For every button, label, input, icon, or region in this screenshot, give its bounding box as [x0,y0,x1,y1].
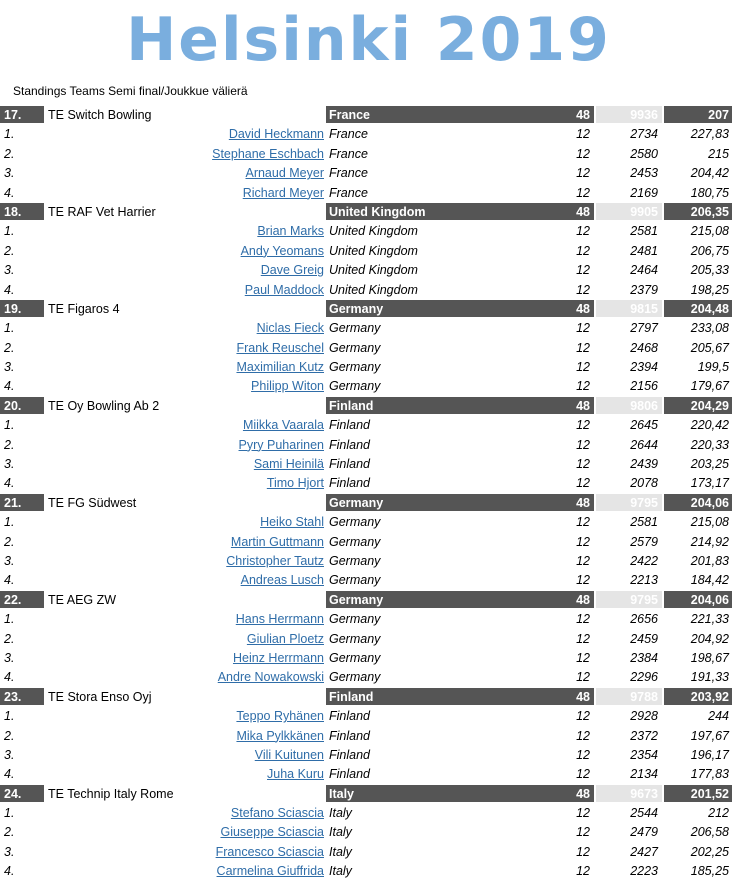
player-rank: 3. [4,263,15,278]
player-row [0,358,737,377]
player-pins: 2223 [630,864,658,879]
player-rank: 1. [4,612,15,627]
player-row [0,377,737,396]
player-average: 206,75 [690,243,729,258]
player-rank: 1. [4,806,15,821]
player-name-link[interactable]: Stefano Sciascia [230,806,324,821]
player-rank: 4. [4,573,15,588]
player-average: 220,42 [690,418,729,433]
player-row [0,649,737,668]
player-games: 12 [576,340,590,355]
player-country: Germany [329,379,381,394]
player-row [0,746,737,765]
player-name-link[interactable]: Andy Yeomans [240,243,324,258]
player-games: 12 [576,476,590,491]
team-header-row [0,106,737,125]
player-country: United Kingdom [329,243,418,258]
player-name-link[interactable]: Richard Meyer [242,185,324,200]
team-games: 48 [576,786,590,801]
player-rank: 1. [4,224,15,239]
team-country: Germany [329,301,384,316]
player-pins: 2459 [630,631,658,646]
player-rank: 4. [4,282,15,297]
player-country: Finland [329,747,370,762]
player-name-link[interactable]: Vili Kuitunen [254,747,324,762]
team-header-row [0,494,737,513]
player-games: 12 [576,379,590,394]
standings-table [0,106,737,882]
team-average: 201,52 [690,786,729,801]
player-rank: 3. [4,166,15,181]
player-average: 233,08 [690,321,729,336]
player-country: Germany [329,631,381,646]
team-pins: 9806 [630,398,658,413]
team-country: United Kingdom [329,204,426,219]
team-average: 204,29 [690,398,729,413]
player-rank: 4. [4,864,15,879]
team-name: TE FG Südwest [48,495,137,510]
player-row [0,281,737,300]
player-games: 12 [576,185,590,200]
player-pins: 2928 [630,709,658,724]
player-games: 12 [576,534,590,549]
player-games: 12 [576,844,590,859]
player-games: 12 [576,127,590,142]
player-average: 205,67 [690,340,729,355]
player-average: 215 [708,146,729,161]
player-average: 202,25 [690,844,729,859]
team-games: 48 [576,689,590,704]
player-country: United Kingdom [329,282,418,297]
player-games: 12 [576,224,590,239]
player-average: 214,92 [690,534,729,549]
player-rank: 2. [4,534,15,549]
team-rank: 20. [4,398,22,413]
team-average: 204,06 [690,592,729,607]
player-rank: 3. [4,360,15,375]
player-average: 191,33 [690,670,729,685]
player-name-link[interactable]: Niclas Fieck [256,321,324,336]
team-header-row [0,300,737,319]
player-pins: 2078 [630,476,658,491]
player-games: 12 [576,437,590,452]
player-name-link[interactable]: Arnaud Meyer [245,166,324,181]
player-country: France [329,127,368,142]
team-country: Germany [329,495,384,510]
player-rank: 3. [4,650,15,665]
player-country: Italy [329,844,352,859]
player-games: 12 [576,631,590,646]
player-pins: 2464 [630,263,658,278]
player-country: Germany [329,360,381,375]
player-pins: 2379 [630,282,658,297]
player-pins: 2169 [630,185,658,200]
player-row [0,416,737,435]
player-rank: 4. [4,767,15,782]
player-average: 204,92 [690,631,729,646]
player-name-link[interactable]: Andre Nowakowski [217,670,324,685]
team-rank: 17. [4,108,22,122]
team-header-row [0,688,737,707]
player-games: 12 [576,612,590,627]
team-pins: 9905 [630,204,658,219]
player-pins: 2213 [630,573,658,588]
player-pins: 2427 [630,844,658,859]
player-pins: 2579 [630,534,658,549]
player-country: Germany [329,573,381,588]
player-row [0,145,737,164]
player-pins: 2580 [630,146,658,161]
team-average: 204,06 [690,495,729,510]
player-games: 12 [576,728,590,743]
player-rank: 1. [4,127,15,142]
player-average: 206,58 [690,825,729,840]
player-row [0,823,737,842]
player-row [0,668,737,687]
player-rank: 2. [4,340,15,355]
team-pins: 9936 [630,108,658,122]
player-name-link[interactable]: David Heckmann [228,127,324,142]
player-row [0,222,737,241]
player-average: 197,67 [690,728,729,743]
player-name-link[interactable]: Heinz Herrmann [232,650,324,665]
player-country: Finland [329,457,370,472]
player-name-link[interactable]: Giuseppe Sciascia [220,825,324,840]
player-country: Finland [329,418,370,433]
player-games: 12 [576,553,590,568]
player-pins: 2734 [630,127,658,142]
team-country: France [329,108,370,122]
player-country: Finland [329,476,370,491]
player-pins: 2581 [630,515,658,530]
player-average: 177,83 [690,767,729,782]
player-games: 12 [576,418,590,433]
team-pins: 9795 [630,495,658,510]
player-row [0,513,737,532]
player-row [0,242,737,261]
team-name: TE Technip Italy Rome [48,786,174,801]
player-country: Germany [329,340,381,355]
player-country: Germany [329,612,381,627]
player-pins: 2797 [630,321,658,336]
player-rank: 4. [4,476,15,491]
player-rank: 1. [4,418,15,433]
player-games: 12 [576,767,590,782]
player-name-link[interactable]: Paul Maddock [244,282,324,297]
player-rank: 2. [4,631,15,646]
player-average: 220,33 [690,437,729,452]
player-pins: 2394 [630,360,658,375]
team-header-row [0,203,737,222]
player-pins: 2439 [630,457,658,472]
player-games: 12 [576,146,590,161]
player-average: 244 [708,709,729,724]
player-average: 221,33 [690,612,729,627]
player-country: Germany [329,670,381,685]
player-games: 12 [576,166,590,181]
player-rank: 2. [4,728,15,743]
player-rank: 1. [4,321,15,336]
player-games: 12 [576,806,590,821]
player-rank: 1. [4,709,15,724]
team-country: Italy [329,786,355,801]
player-row [0,261,737,280]
player-pins: 2656 [630,612,658,627]
team-rank: 19. [4,301,22,316]
player-name-link[interactable]: Francesco Sciascia [215,844,324,859]
team-header-row [0,785,737,804]
player-row [0,630,737,649]
player-name-link[interactable]: Timo Hjort [266,476,324,491]
team-average: 203,92 [690,689,729,704]
player-games: 12 [576,709,590,724]
team-pins: 9815 [630,301,658,316]
player-country: Italy [329,825,352,840]
player-name-link[interactable]: Teppo Ryhänen [236,709,324,724]
player-average: 185,25 [690,864,729,879]
player-name-link[interactable]: Maximilian Kutz [236,360,324,375]
player-average: 201,83 [690,553,729,568]
player-pins: 2453 [630,166,658,181]
player-games: 12 [576,515,590,530]
player-row [0,533,737,552]
player-name-link[interactable]: Christopher Tautz [226,553,324,568]
player-row [0,125,737,144]
player-pins: 2481 [630,243,658,258]
page-title-banner [0,0,737,80]
player-pins: 2645 [630,418,658,433]
player-rank: 1. [4,515,15,530]
team-name: TE RAF Vet Harrier [48,204,156,219]
player-average: 227,83 [690,127,729,142]
player-pins: 2644 [630,437,658,452]
player-pins: 2479 [630,825,658,840]
player-games: 12 [576,650,590,665]
player-rank: 4. [4,379,15,394]
player-country: Italy [329,806,352,821]
player-row [0,610,737,629]
player-name-link[interactable]: Andreas Lusch [240,573,324,588]
player-rank: 4. [4,185,15,200]
player-average: 205,33 [690,263,729,278]
player-pins: 2354 [630,747,658,762]
player-games: 12 [576,360,590,375]
player-rank: 2. [4,437,15,452]
player-average: 198,67 [690,650,729,665]
player-country: Finland [329,709,370,724]
player-games: 12 [576,747,590,762]
team-rank: 18. [4,204,22,219]
team-name: TE Stora Enso Oyj [48,689,152,704]
player-average: 199,5 [697,360,729,375]
player-games: 12 [576,670,590,685]
player-country: Germany [329,321,381,336]
team-country: Germany [329,592,384,607]
player-rank: 3. [4,457,15,472]
player-average: 179,67 [690,379,729,394]
team-games: 48 [576,204,590,219]
player-row [0,455,737,474]
team-games: 48 [576,108,590,122]
team-games: 48 [576,398,590,413]
player-name-link[interactable]: Heiko Stahl [260,515,324,530]
player-games: 12 [576,864,590,879]
player-name-link[interactable]: Stephane Eschbach [212,146,324,161]
team-header-row [0,397,737,416]
player-country: Finland [329,437,370,452]
team-country: Finland [329,398,374,413]
player-rank: 2. [4,146,15,161]
player-pins: 2544 [630,806,658,821]
player-row [0,319,737,338]
player-row [0,474,737,493]
player-row [0,552,737,571]
team-header-row [0,591,737,610]
team-pins: 9788 [630,689,658,704]
player-country: France [329,146,368,161]
player-row [0,707,737,726]
team-name: TE Oy Bowling Ab 2 [48,398,160,413]
player-average: 184,42 [690,573,729,588]
player-name-link[interactable]: Dave Greig [260,263,324,278]
player-games: 12 [576,457,590,472]
player-name-link[interactable]: Hans Herrmann [235,612,324,627]
team-name: TE AEG ZW [48,592,117,607]
player-games: 12 [576,321,590,336]
player-games: 12 [576,825,590,840]
player-games: 12 [576,243,590,258]
player-pins: 2384 [630,650,658,665]
standings-subtitle: Standings Teams Semi final/Joukkue välierä [13,84,248,98]
player-games: 12 [576,282,590,297]
team-rank: 21. [4,495,22,510]
player-country: Germany [329,650,381,665]
player-pins: 2422 [630,553,658,568]
player-pins: 2156 [630,379,658,394]
player-pins: 2296 [630,670,658,685]
player-average: 203,25 [690,457,729,472]
team-rank: 22. [4,592,22,607]
player-row [0,804,737,823]
player-row [0,571,737,590]
team-games: 48 [576,592,590,607]
team-pins: 9673 [630,786,658,801]
player-average: 180,75 [690,185,729,200]
player-rank: 2. [4,243,15,258]
team-games: 48 [576,301,590,316]
player-pins: 2372 [630,728,658,743]
team-name: TE Switch Bowling [48,108,152,122]
player-name-link[interactable]: Frank Reuschel [236,340,324,355]
player-rank: 4. [4,670,15,685]
player-name-link[interactable]: Brian Marks [257,224,324,239]
player-name-link[interactable]: Carmelina Giuffrida [216,864,324,879]
player-name-link[interactable]: Juha Kuru [267,767,324,782]
player-row [0,339,737,358]
player-average: 204,42 [690,166,729,181]
player-name-link[interactable]: Martin Guttmann [230,534,324,549]
player-country: France [329,166,368,181]
player-rank: 3. [4,553,15,568]
team-average: 204,48 [690,301,729,316]
player-average: 215,08 [690,224,729,239]
team-name: TE Figaros 4 [48,301,120,316]
player-pins: 2581 [630,224,658,239]
player-rank: 3. [4,844,15,859]
team-average: 206,35 [690,204,729,219]
player-country: Finland [329,728,370,743]
team-country: Finland [329,689,374,704]
team-pins: 9795 [630,592,658,607]
player-country: Finland [329,767,370,782]
player-country: Germany [329,515,381,530]
player-average: 198,25 [690,282,729,297]
player-average: 173,17 [690,476,729,491]
player-country: Germany [329,553,381,568]
player-games: 12 [576,573,590,588]
player-average: 212 [708,806,729,821]
team-average: 207 [708,108,729,122]
player-name-link[interactable]: Miikka Vaarala [242,418,324,433]
team-rank: 23. [4,689,22,704]
player-country: Germany [329,534,381,549]
team-rank: 24. [4,786,22,801]
player-country: France [329,185,368,200]
player-average: 215,08 [690,515,729,530]
player-row [0,843,737,862]
player-games: 12 [576,263,590,278]
player-name-link[interactable]: Mika Pylkkänen [236,728,324,743]
player-country: Italy [329,864,352,879]
player-rank: 2. [4,825,15,840]
player-row [0,727,737,746]
player-row [0,765,737,784]
player-name-link[interactable]: Sami Heinilä [253,457,324,472]
player-name-link[interactable]: Philipp Witon [251,379,324,394]
player-rank: 3. [4,747,15,762]
player-name-link[interactable]: Pyry Puharinen [238,437,324,452]
player-average: 196,17 [690,747,729,762]
player-pins: 2134 [630,767,658,782]
page-title: Helsinki 2019 [126,5,611,75]
player-row [0,436,737,455]
player-pins: 2468 [630,340,658,355]
player-country: United Kingdom [329,224,418,239]
player-row [0,164,737,183]
player-name-link[interactable]: Giulian Ploetz [246,631,324,646]
team-games: 48 [576,495,590,510]
player-row [0,184,737,203]
player-country: United Kingdom [329,263,418,278]
